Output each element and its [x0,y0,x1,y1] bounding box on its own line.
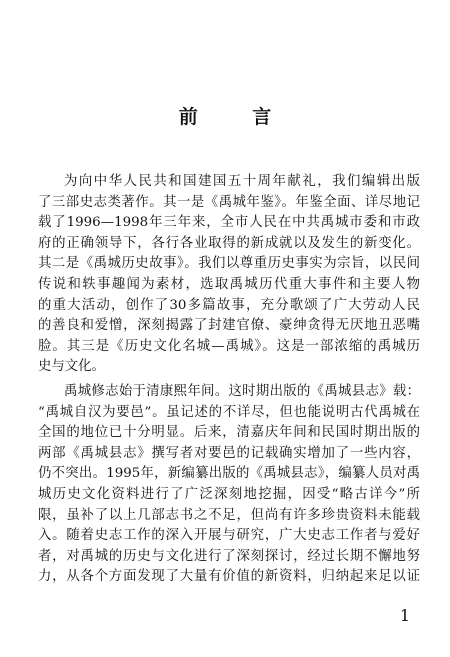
text-line: 传说和轶事趣闻为素材，选取禹城历代重大事件和主要人物 [38,276,420,292]
text-line: 城历史文化资料进行了广泛深刻地挖掘，因受“略古详今”所 [38,486,420,502]
text-line: 的善良和爱憎，深刻揭露了封建官僚、豪绅贪得无厌地丑恶嘴 [38,318,420,334]
text-line: 两部《禹城县志》撰写者对要邑的记载确实增加了一些内容， [38,445,420,461]
text-line: 脸。其三是《历史文化名城—禹城》。这是一部浓缩的禹城历 [38,338,420,354]
text-line: 了三部史志类著作。其一是《禹城年鉴》。年鉴全面、详尽地记 [38,194,420,210]
text-line: 禹城修志始于清康熙年间。这时期出版的《禹城县志》载： [64,383,420,399]
paragraph-1 [38,172,420,378]
text-line: 府的正确领导下，各行各业取得的新成就以及发生的新变化。 [38,235,420,251]
page-title: 前 言 [178,106,296,128]
text-line: “禹城自汉为要邑”。虽记述的不详尽，但也能说明古代禹城在 [38,404,420,420]
paragraph-2 [38,382,420,588]
text-line: 力，从各个方面发现了大量有价值的新资料，归纳起来足以证 [38,569,420,585]
text-line: 的重大活动，创作了30多篇故事，充分歌颂了广大劳动人民 [38,297,420,313]
text-line: 载了1996—1998年三年来，全市人民在中共禹城市委和市政 [38,215,420,231]
body-text [38,172,420,592]
text-line: 限，虽补了以上几部志书之不足，但尚有许多珍贵资料未能载 [38,507,420,523]
text-line: 其二是《禹城历史故事》。我们以尊重历史事实为宗旨，以民间 [38,256,420,272]
text-line: 史与文化。 [38,359,105,375]
page-number: 1 [399,606,410,625]
text-line: 仍不突出。1995年，新编纂出版的《禹城县志》，编纂人员对禹 [38,466,420,482]
text-line: 入。随着史志工作的深入开展与研究，广大史志工作者与爱好 [38,528,420,544]
text-line: 者，对禹城的历史与文化进行了深刻探讨，经过长期不懈地努 [38,548,420,564]
text-line: 为向中华人民共和国建国五十周年献礼，我们编辑出版 [64,174,420,189]
text-line: 全国的地位已十分明显。后来，清嘉庆年间和民国时期出版的 [38,425,420,441]
